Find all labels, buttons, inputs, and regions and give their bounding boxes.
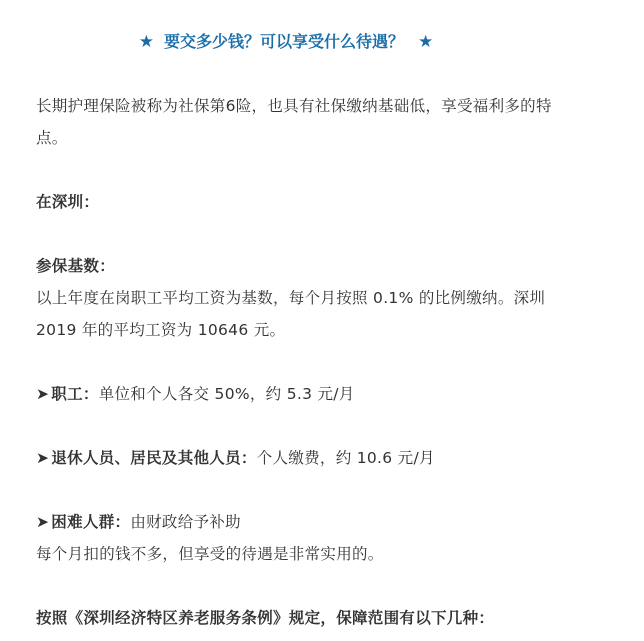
item-text: 个人缴费，约 10.6 元/月	[256, 449, 435, 467]
section-title-text: 要交多少钱？可以享受什么待遇？	[163, 32, 404, 51]
base-paragraph	[36, 250, 620, 346]
note-text: 每个月扣的钱不多，但享受的待遇是非常实用的。	[36, 545, 384, 563]
arrow-icon: ➤	[36, 449, 50, 467]
intro-line-1: 长期护理保险被称为社保第6险，也具有社保缴纳基础低，享受福利多的特	[36, 97, 552, 115]
intro-paragraph	[36, 90, 620, 154]
footer-paragraph: 按照《深圳经济特区养老服务条例》规定，保障范围有以下几种：	[36, 609, 495, 627]
list-item-needy	[36, 506, 620, 570]
intro-line-2: 点。	[36, 129, 68, 147]
star-icon: ★	[138, 32, 154, 52]
base-line-1: 以上年度在岗职工平均工资为基数，每个月按照 0.1% 的比例缴纳。深圳	[36, 289, 546, 307]
list-item-retirees	[36, 442, 620, 474]
article-section-title	[0, 28, 608, 56]
arrow-icon: ➤	[36, 385, 50, 403]
item-text: 单位和个人各交 50%，约 5.3 元/月	[98, 385, 355, 403]
base-heading: 参保基数：	[36, 257, 116, 275]
item-label: 困难人群：	[51, 513, 131, 531]
list-item-employee	[36, 378, 620, 410]
item-label: 职工：	[51, 385, 99, 403]
shenzhen-heading: 在深圳：	[36, 193, 100, 211]
item-label: 退休人员、居民及其他人员：	[51, 449, 257, 467]
arrow-icon: ➤	[36, 513, 50, 531]
item-text: 由财政给予补助	[130, 513, 241, 531]
star-icon: ★	[418, 32, 434, 52]
base-line-2: 2019 年的平均工资为 10646 元。	[36, 321, 286, 339]
